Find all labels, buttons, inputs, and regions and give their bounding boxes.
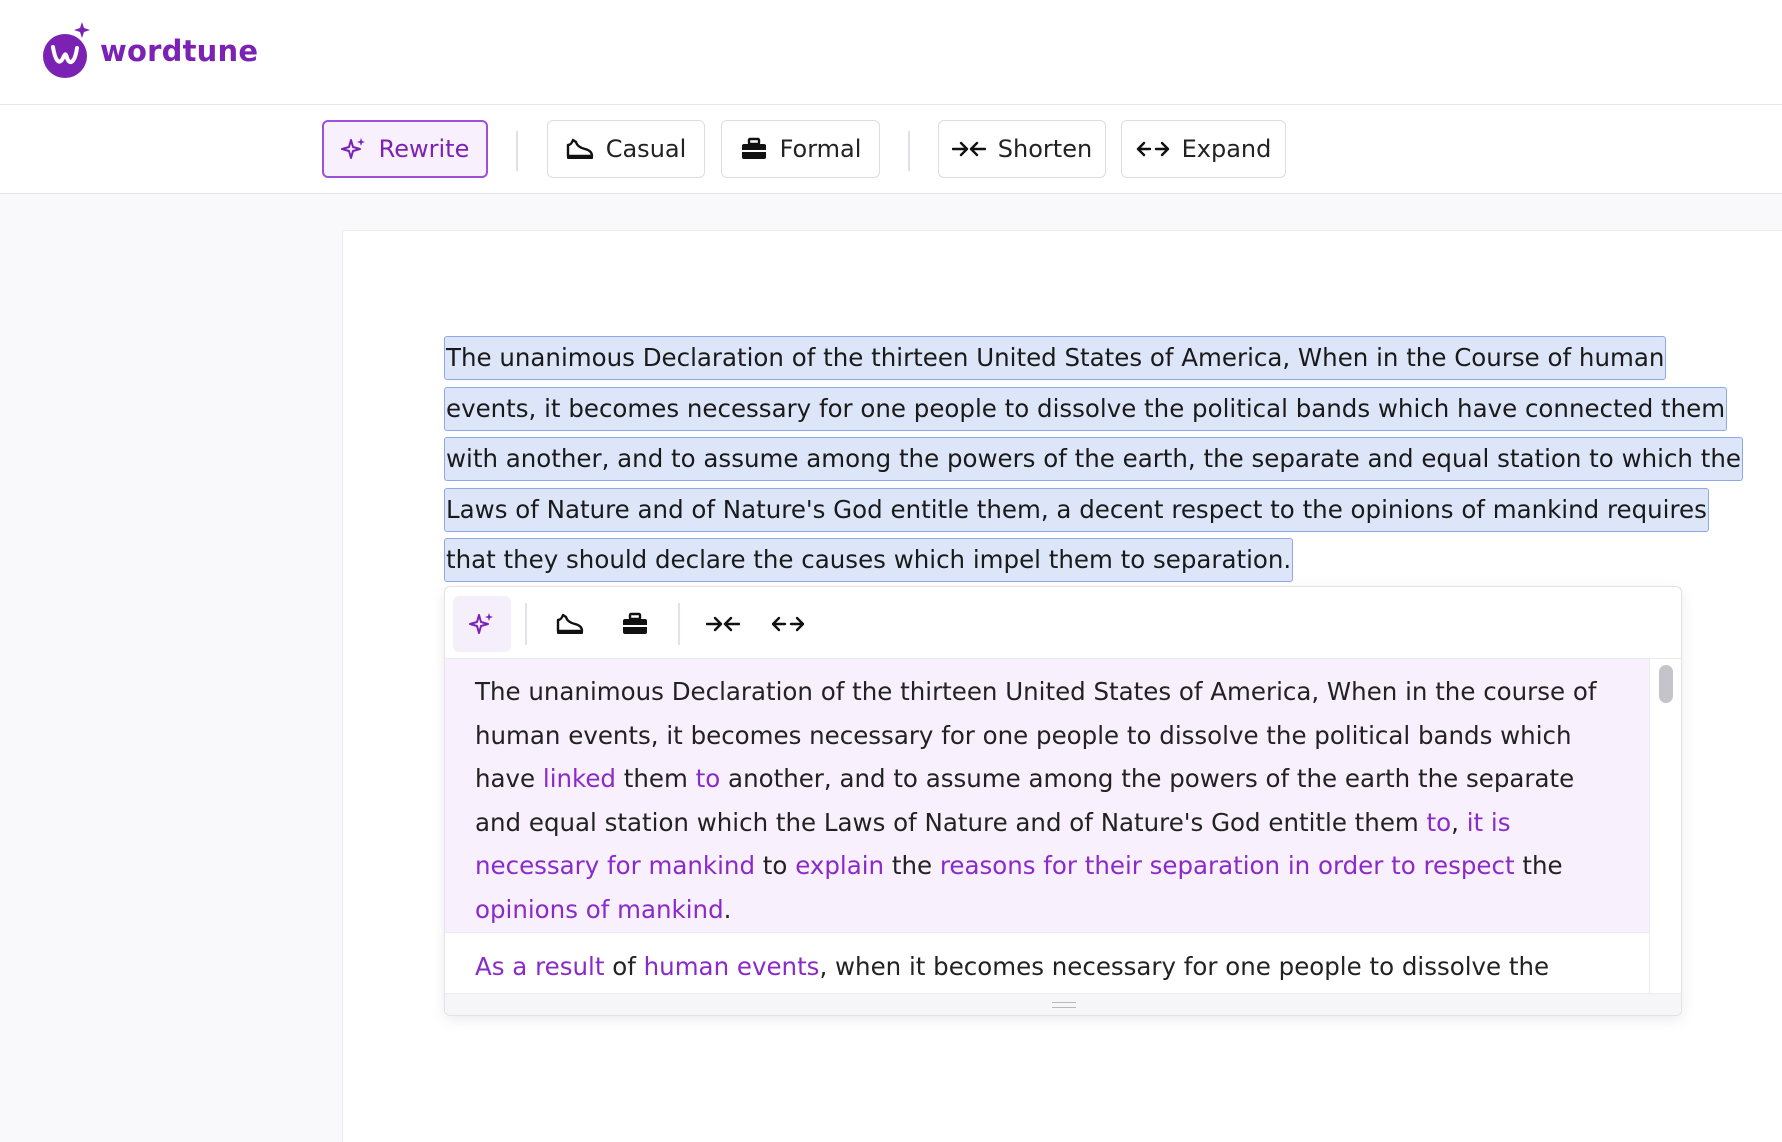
casual-button[interactable] [547, 120, 705, 178]
suggestion-text: The unanimous Declaration of the thirteen United States of America, When in the course of human events, it becomes necessary for one people to dissolve the political bands which have [475, 677, 1597, 793]
selected-text-line[interactable]: with another, and to assume among the powers of the earth, the separate and equal station to which the [444, 437, 1743, 481]
toolbar-divider [908, 131, 910, 171]
sneaker-icon [556, 612, 584, 636]
suggestion-text: of [604, 952, 644, 981]
sparkle-icon [469, 611, 495, 637]
suggestion-text: the [884, 851, 940, 880]
expand-arrows-icon [771, 614, 805, 634]
changed-word: As a result [475, 952, 605, 981]
expand-arrows-icon [1136, 139, 1170, 159]
shorten-label: Shorten [997, 135, 1093, 163]
app-header [0, 0, 1782, 105]
suggestion-text: the [1514, 851, 1563, 880]
briefcase-icon [740, 137, 768, 161]
changed-word: to [1426, 807, 1452, 837]
selected-text-line[interactable]: that they should declare the causes which impel them to separation. [444, 538, 1293, 582]
changed-word: linked [542, 764, 616, 793]
changed-word: to [695, 764, 721, 793]
panel-shorten-button[interactable] [694, 596, 752, 652]
panel-expand-button[interactable] [759, 596, 817, 652]
changed-word: opinions of mankind [475, 894, 724, 924]
panel-toolbar [445, 587, 1682, 659]
suggestion-option[interactable] [445, 933, 1651, 995]
shrink-arrows-icon [706, 614, 740, 634]
rewrite-toolbar [0, 105, 1782, 194]
panel-scrollbar[interactable] [1649, 659, 1681, 995]
wordtune-logo[interactable] [42, 20, 258, 82]
selected-text-line[interactable]: events, it becomes necessary for one people to dissolve the political bands which have connected them [444, 387, 1727, 431]
toolbar-divider [516, 131, 518, 171]
sneaker-icon [566, 137, 594, 161]
sparkle-icon [341, 136, 367, 162]
expand-button[interactable] [1121, 120, 1286, 178]
panel-formal-button[interactable] [606, 596, 664, 652]
panel-casual-button[interactable] [541, 596, 599, 652]
wordtune-logo-icon [42, 20, 94, 82]
expand-label: Expand [1181, 135, 1272, 163]
changed-word: explain [795, 851, 885, 880]
scrollbar-thumb[interactable] [1659, 665, 1673, 703]
suggestions-panel [444, 586, 1682, 1016]
changed-word: it is necessary for mankind [475, 807, 1511, 880]
suggestion-text: . [723, 894, 732, 924]
shrink-arrows-icon [952, 139, 986, 159]
rewrite-button[interactable] [322, 120, 488, 178]
grip-icon [1052, 1002, 1076, 1008]
shorten-button[interactable] [938, 120, 1106, 178]
suggestion-option[interactable] [445, 659, 1651, 933]
formal-button[interactable] [721, 120, 880, 178]
suggestion-text: them [616, 764, 696, 793]
formal-label: Formal [779, 135, 862, 163]
panel-divider [678, 603, 680, 645]
brand-name: wordtune [100, 34, 259, 68]
suggestion-text: to [755, 851, 796, 880]
rewrite-label: Rewrite [378, 135, 470, 163]
suggestion-text: another, and to assume among the powers of the earth the separate and equal station which the Laws of Nature and of Nature's God entitle them [475, 764, 1575, 837]
selected-text-line[interactable]: Laws of Nature and of Nature's God entitle them, a decent respect to the opinions of mankind requires [444, 488, 1709, 532]
selected-text-line[interactable]: The unanimous Declaration of the thirteen United States of America, When in the Course of human [444, 336, 1666, 380]
changed-word: human events [643, 952, 820, 981]
suggestion-text: , [1451, 807, 1467, 837]
suggestion-text: , when it becomes necessary for one people to dissolve the [819, 952, 1550, 981]
changed-word: reasons for their separation in order to respect [939, 851, 1515, 880]
panel-divider [525, 603, 527, 645]
panel-rewrite-button[interactable] [453, 596, 511, 652]
panel-resize-handle[interactable] [445, 993, 1682, 1015]
briefcase-icon [621, 612, 649, 636]
casual-label: Casual [605, 135, 687, 163]
